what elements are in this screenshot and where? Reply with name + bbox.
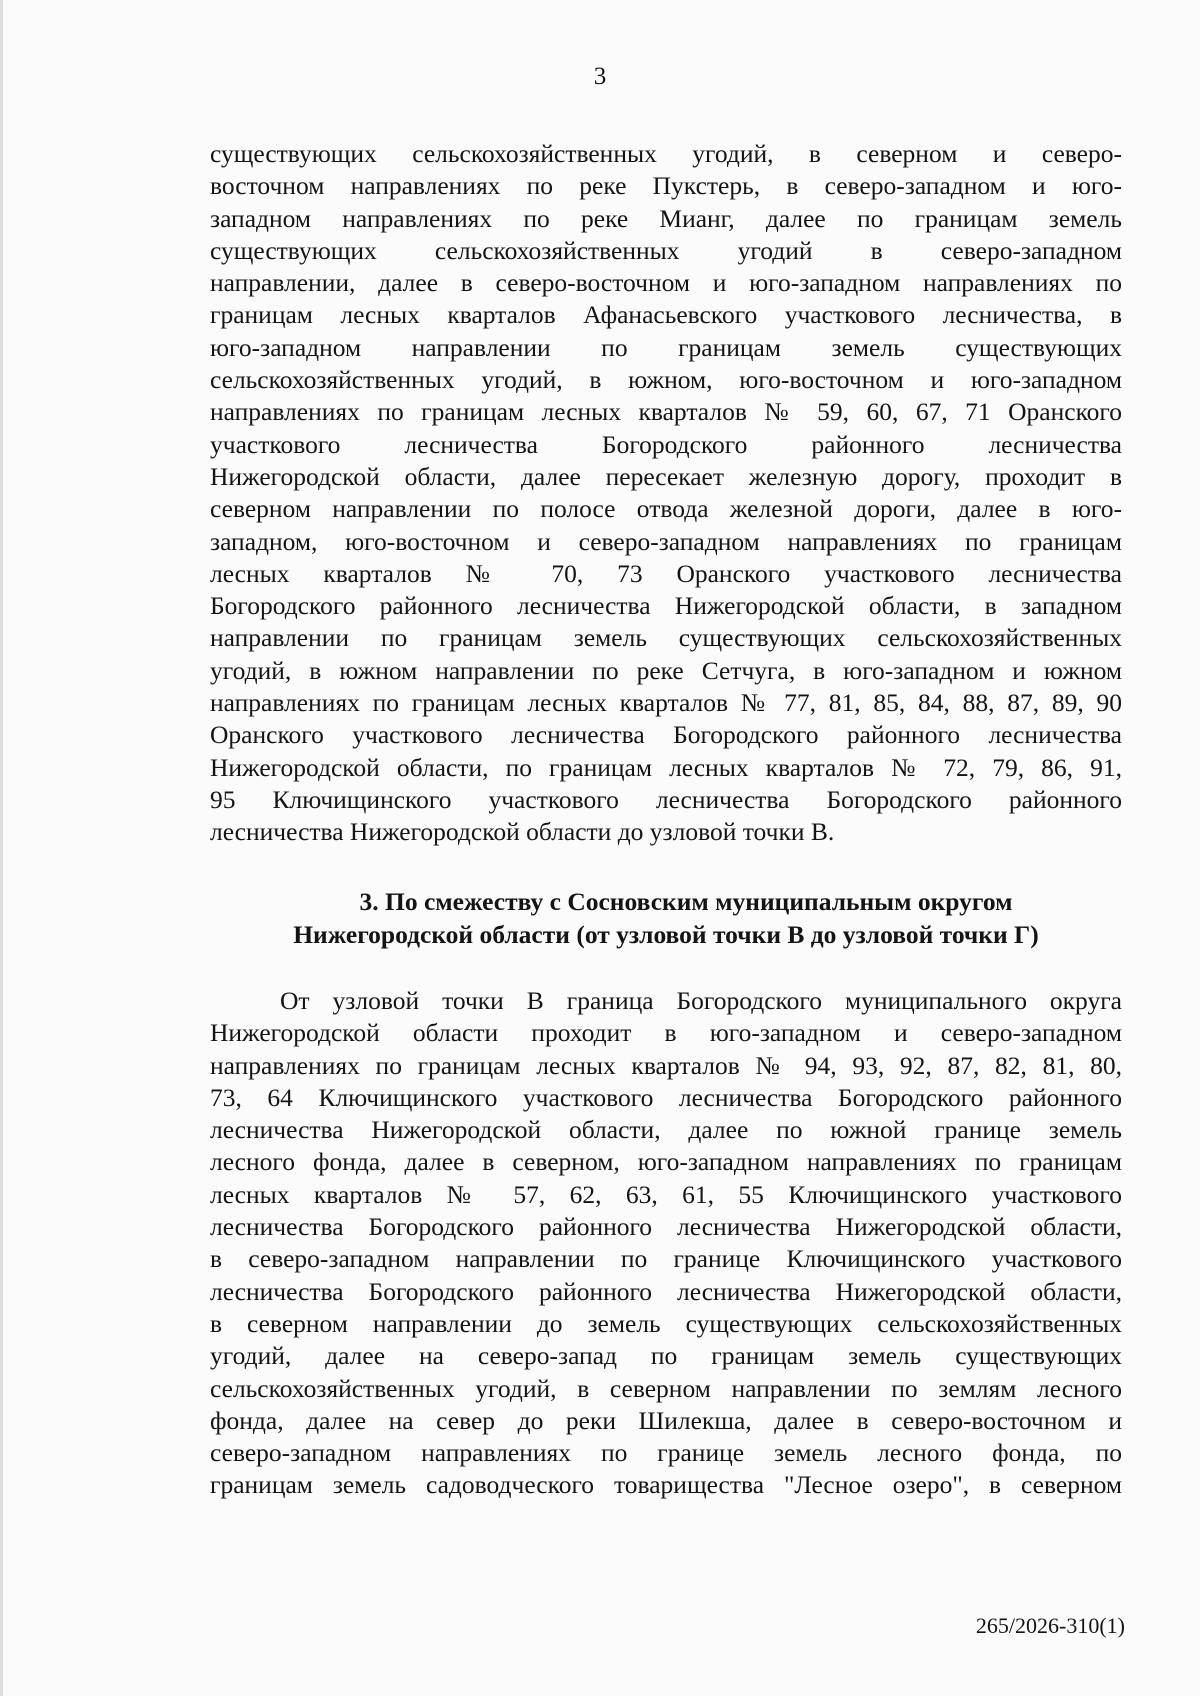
- paragraph-line: направлениях по границам лесных кварталов № 77, 81, 85, 84, 88, 87, 89, 90: [210, 688, 1122, 718]
- paragraph-line: лесничества Богородского районного лесничества Нижегородской области,: [210, 1212, 1122, 1242]
- paragraph-line: лесных кварталов № 57, 62, 63, 61, 55 Ключищинского участкового: [210, 1179, 1122, 1209]
- paragraph-line: 95 Ключищинского участкового лесничества Богородского районного: [210, 784, 1122, 814]
- paragraph-line: лесных кварталов № 70, 73 Оранского участкового лесничества: [210, 558, 1122, 588]
- paragraph-line: западном направлениях по реке Мианг, далее по границам земель: [210, 203, 1122, 233]
- paragraph-line: в северо-западном направлении по границе Ключищинского участкового: [210, 1244, 1122, 1274]
- paragraph-line: Нижегородской области, далее пересекает железную дорогу, проходит в: [210, 461, 1122, 491]
- paragraph-2: [210, 985, 1122, 1502]
- paragraph-line: 73, 64 Ключищинского участкового лесничества Богородского районного: [210, 1082, 1122, 1112]
- paragraph-line: границам земель садоводческого товарищества "Лесное озеро", в северном: [210, 1470, 1122, 1500]
- paragraph-line: лесничества Нижегородской области, далее по южной границе земель: [210, 1115, 1122, 1145]
- paragraph-line: западном, юго-восточном и северо-западном направлениях по границам: [210, 526, 1122, 556]
- section-heading-line-1: 3. По смежеству с Сосновским муниципальным округом: [359, 887, 1013, 916]
- paragraph-1: [210, 138, 1122, 849]
- page-number: 3: [593, 63, 607, 90]
- paragraph-line: сельскохозяйственных угодий, в южном, юго-восточном и юго-западном: [210, 365, 1122, 395]
- paragraph-line: лесничества Богородского районного лесничества Нижегородской области,: [210, 1276, 1122, 1306]
- paragraph-line: сельскохозяйственных угодий, в северном направлении по землям лесного: [210, 1373, 1122, 1403]
- paragraph-line: северо-западном направлениях по границе земель лесного фонда, по: [210, 1438, 1122, 1468]
- paragraph-line: Оранского участкового лесничества Богородского районного лесничества: [210, 720, 1122, 750]
- paragraph-line: лесного фонда, далее в северном, юго-западном направлениях по границам: [210, 1147, 1122, 1177]
- paragraph-line: угодий, далее на северо-запад по границам земель существующих: [210, 1341, 1122, 1371]
- document-code: 265/2026-310(1): [975, 1613, 1125, 1638]
- paragraph-line: лесничества Нижегородской области до узловой точки В.: [210, 817, 835, 847]
- section-heading-line-2: Нижегородской области (от узловой точки В до узловой точки Г): [293, 920, 1039, 949]
- paragraph-line: Нижегородской области проходит в юго-западном и северо-западном: [210, 1018, 1122, 1048]
- paragraph-line: существующих сельскохозяйственных угодий в северо-западном: [210, 235, 1122, 265]
- paragraph-line: угодий, в южном направлении по реке Сетчуга, в юго-западном и южном: [210, 655, 1122, 685]
- paragraph-line: Богородского районного лесничества Нижегородской области, в западном: [210, 591, 1122, 621]
- paragraph-line: От узловой точки В граница Богородского муниципального округа: [280, 986, 1122, 1015]
- paragraph-line: восточном направлениях по реке Пукстерь, в северо-западном и юго-: [210, 171, 1122, 201]
- paragraph-line: направлениях по границам лесных кварталов № 59, 60, 67, 71 Оранского: [210, 397, 1122, 427]
- paragraph-line: границам лесных кварталов Афанасьевского участкового лесничества, в: [210, 300, 1122, 330]
- paragraph-line: направлениях по границам лесных кварталов № 94, 93, 92, 87, 82, 81, 80,: [210, 1050, 1122, 1080]
- paragraph-line: направлении, далее в северо-восточном и юго-западном направлениях по: [210, 268, 1122, 298]
- paragraph-line: существующих сельскохозяйственных угодий, в северном и северо-: [210, 139, 1122, 168]
- paragraph-line: участкового лесничества Богородского районного лесничества: [210, 429, 1122, 459]
- paragraph-line: юго-западном направлении по границам земель существующих: [210, 332, 1122, 362]
- paragraph-line: направлении по границам земель существующих сельскохозяйственных: [210, 623, 1122, 653]
- paragraph-line: фонда, далее на север до реки Шилекша, далее в северо-восточном и: [210, 1405, 1122, 1435]
- paragraph-line: северном направлении по полосе отвода железной дороги, далее в юго-: [210, 494, 1122, 524]
- paragraph-line: в северном направлении до земель существующих сельскохозяйственных: [210, 1308, 1122, 1338]
- section-heading: [210, 885, 1122, 951]
- scan-edge: [0, 0, 3, 1696]
- paragraph-line: Нижегородской области, по границам лесных кварталов № 72, 79, 86, 91,: [210, 752, 1122, 782]
